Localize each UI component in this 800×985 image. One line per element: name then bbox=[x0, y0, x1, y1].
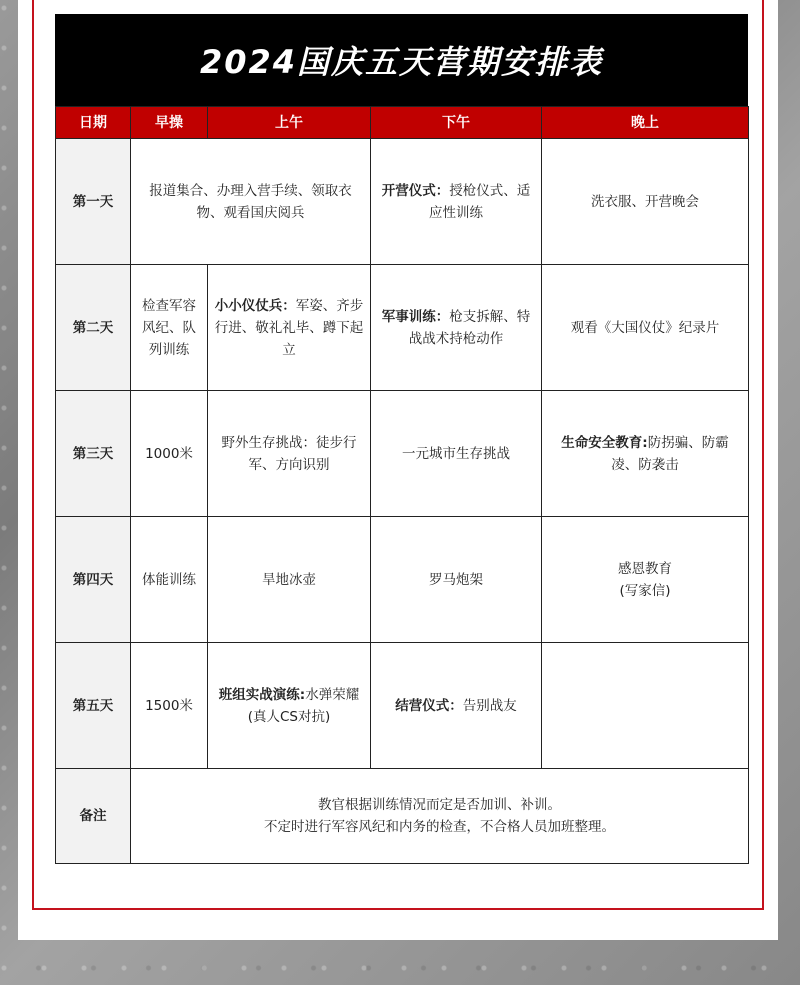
day4-evening-line2: (写家信) bbox=[619, 582, 671, 599]
day2-afternoon-label: 军事训练： bbox=[381, 308, 450, 325]
day5-morning-label: 班组实战演练: bbox=[218, 686, 306, 703]
day1-date: 第一天 bbox=[56, 139, 131, 265]
day4-date: 第四天 bbox=[56, 517, 131, 643]
day4-afternoon: 罗马炮架 bbox=[371, 517, 542, 643]
day1-evening: 洗衣服、开营晚会 bbox=[542, 139, 749, 265]
day4-evening-line1: 感恩教育 bbox=[618, 560, 672, 577]
day5-date: 第五天 bbox=[56, 643, 131, 769]
schedule-title: 2024国庆五天营期安排表 bbox=[55, 14, 748, 106]
day1-afternoon-text: 授枪仪式、适应性训练 bbox=[429, 182, 531, 221]
day5-afternoon bbox=[371, 643, 542, 769]
day3-morning: 野外生存挑战：徒步行军、方向识别 bbox=[208, 391, 371, 517]
day3-date: 第三天 bbox=[56, 391, 131, 517]
header-exercise: 早操 bbox=[131, 107, 208, 139]
day2-morning bbox=[208, 265, 371, 391]
row-day2 bbox=[56, 265, 749, 391]
day5-afternoon-label: 结营仪式： bbox=[395, 697, 463, 714]
row-day1 bbox=[56, 139, 749, 265]
day3-exercise: 1000米 bbox=[131, 391, 208, 517]
header-row bbox=[56, 107, 749, 139]
header-evening: 晚上 bbox=[542, 107, 749, 139]
header-afternoon: 下午 bbox=[371, 107, 542, 139]
day3-evening-label: 生命安全教育: bbox=[561, 434, 648, 451]
note-label: 备注 bbox=[56, 769, 131, 864]
day2-morning-label: 小小仪仗兵： bbox=[214, 297, 296, 314]
day3-evening-text: 防拐骗、防霸凌、防袭击 bbox=[611, 434, 729, 473]
row-note bbox=[56, 769, 749, 864]
day4-morning: 旱地冰壶 bbox=[208, 517, 371, 643]
row-day5 bbox=[56, 643, 749, 769]
day5-morning bbox=[208, 643, 371, 769]
header-morning: 上午 bbox=[208, 107, 371, 139]
day3-evening bbox=[542, 391, 749, 517]
note-line1: 教官根据训练情况而定是否加训、补训。 bbox=[318, 797, 561, 813]
day2-evening: 观看《大国仪仗》纪录片 bbox=[542, 265, 749, 391]
day5-evening bbox=[542, 643, 749, 769]
schedule-table bbox=[55, 106, 749, 864]
day2-morning-text: 军姿、齐步行进、敬礼礼毕、蹲下起立 bbox=[214, 297, 364, 358]
schedule bbox=[55, 14, 748, 864]
day5-exercise: 1500米 bbox=[131, 643, 208, 769]
day2-exercise: 检查军容风纪、队列训练 bbox=[131, 265, 208, 391]
day4-evening bbox=[542, 517, 749, 643]
day2-afternoon-text: 枪支拆解、特战战术持枪动作 bbox=[408, 308, 531, 347]
day2-afternoon bbox=[371, 265, 542, 391]
day1-morning: 报道集合、办理入营手续、领取衣物、观看国庆阅兵 bbox=[131, 139, 371, 265]
note-content bbox=[131, 769, 749, 864]
day1-afternoon-label: 开营仪式： bbox=[381, 182, 450, 199]
note-line2: 不定时进行军容风纪和内务的检查，不合格人员加班整理。 bbox=[264, 819, 615, 835]
row-day3 bbox=[56, 391, 749, 517]
day3-afternoon: 一元城市生存挑战 bbox=[371, 391, 542, 517]
day1-afternoon bbox=[371, 139, 542, 265]
day4-exercise: 体能训练 bbox=[131, 517, 208, 643]
day5-afternoon-text: 告别战友 bbox=[462, 697, 517, 714]
header-date: 日期 bbox=[56, 107, 131, 139]
row-day4 bbox=[56, 517, 749, 643]
day2-date: 第二天 bbox=[56, 265, 131, 391]
day5-morning-text: 水弹荣耀(真人CS对抗) bbox=[247, 686, 360, 725]
